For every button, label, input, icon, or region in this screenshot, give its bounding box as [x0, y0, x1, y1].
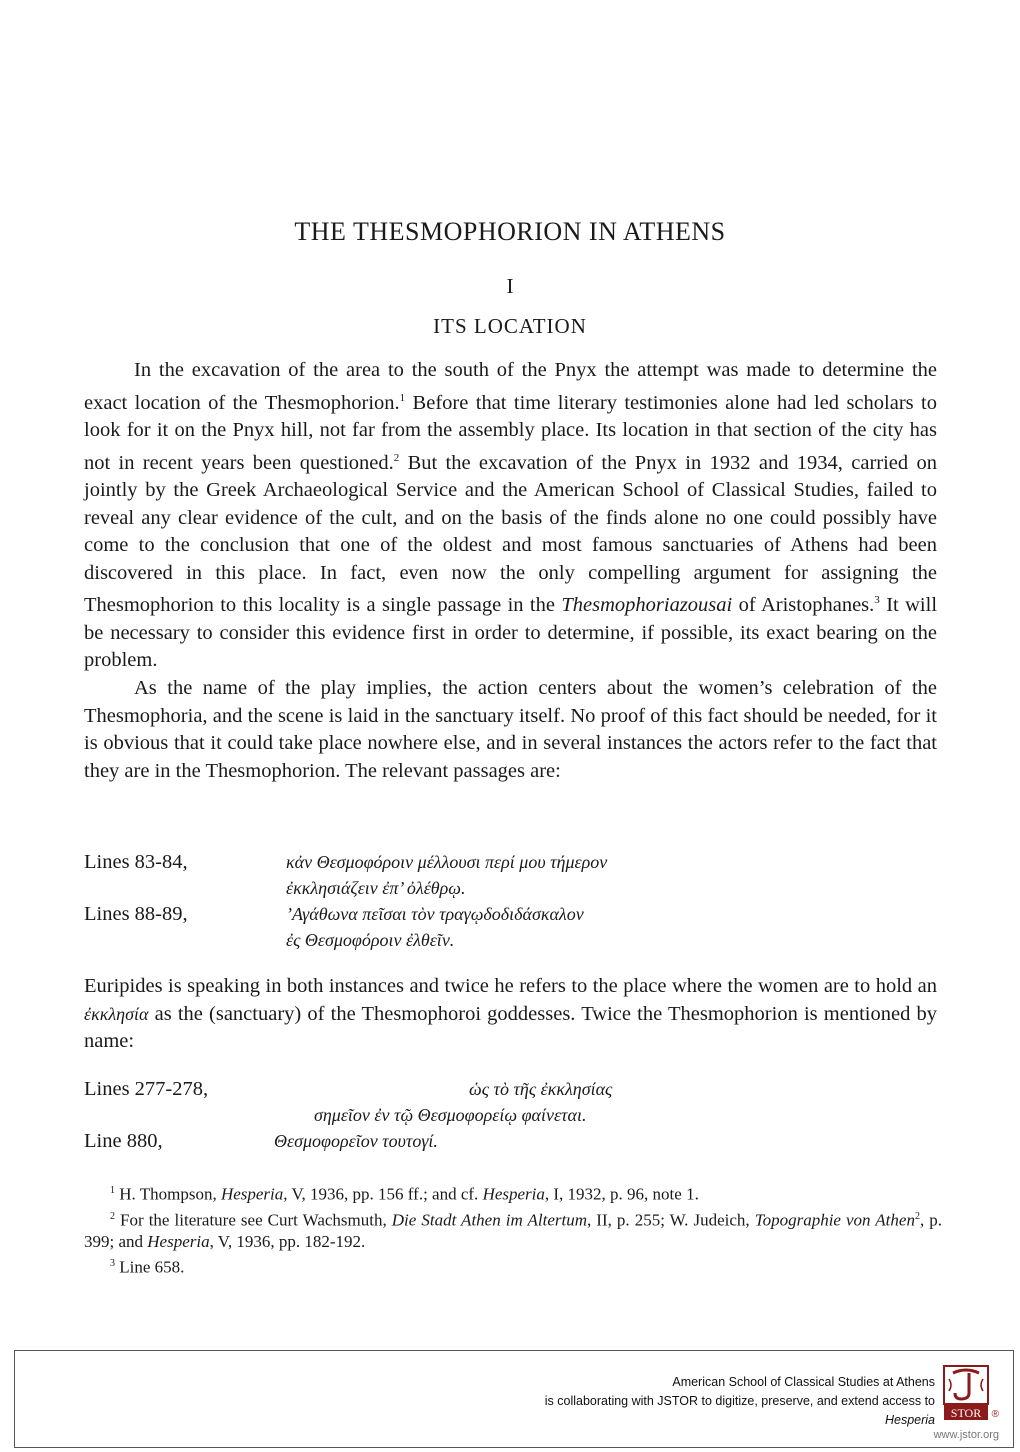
footnote-2 [84, 1206, 942, 1254]
footnote-italic: Hesperia [147, 1232, 210, 1252]
quote-row [84, 1076, 944, 1102]
footnote-ref-2: 2 [393, 451, 400, 464]
footnote-sup: 2 [914, 1210, 920, 1222]
p3-text: Euripides is speaking in both instances and twice he refers to the place where the women are to hold an [84, 975, 937, 997]
p1-text: of Aristophanes. [732, 594, 875, 617]
greek-line: κἀν Θεσμοφόροιν μέλλουσι περί μου τήμερον [286, 852, 608, 872]
footnote-text: , V, 1936, pp. 156 ff.; and cf. [283, 1184, 483, 1204]
footnote-ref-3: 3 [874, 594, 880, 607]
body-text-middle [84, 973, 937, 1056]
greek-line: ἐς Θεσμοφόροιν ἐλθεῖν. [286, 930, 455, 950]
p1-text: It will be necessary to consider this evidence first in order to determine, if possible, its exact bearing on the problem. [84, 594, 938, 672]
section-title: ITS LOCATION [433, 314, 587, 338]
quote-row [84, 1128, 944, 1154]
greek-line: σημεῖον ἐν τῷ Θεσμοφορείῳ φαίνεται. [314, 1105, 587, 1125]
footnote-italic: Hesperia [482, 1184, 545, 1204]
footnote-text: H. Thompson, [115, 1184, 221, 1204]
jstor-url[interactable]: www.jstor.org [933, 1429, 999, 1441]
quote-row [84, 1102, 944, 1128]
footnote-3 [84, 1253, 942, 1279]
footnote-italic: Die Stadt Athen im Altertum [391, 1210, 587, 1230]
section-number: I [506, 274, 514, 298]
footnote-text: For the literature see Curt Wachsmuth, [115, 1210, 392, 1230]
jstor-journal-name[interactable]: Hesperia [884, 1413, 935, 1427]
quote-row [84, 849, 944, 875]
footnote-ref-1: 1 [399, 391, 406, 404]
footnote-number: 2 [110, 1210, 115, 1222]
footnote-italic: Topographie von Athen [754, 1210, 915, 1230]
footnotes [84, 1180, 942, 1279]
footnote-number: 1 [110, 1185, 115, 1196]
paragraph-2: As the name of the play implies, the action centers about the women’s celebration of the Thesmophoria, and the scene is laid in the sanctuary itself. No proof of this fact should be needed, for it is obvious that it could take place nowhere else, and in several instances the actors refer to the fact that they are in the Thesmophorion. The relevant passages are: [84, 677, 937, 782]
jstor-line-1: American School of Classical Studies at Athens [672, 1375, 935, 1389]
jstor-logo-text: STOR [950, 1406, 982, 1420]
quote-row [84, 875, 944, 901]
play-title: Thesmophoriazousai [561, 594, 733, 617]
p1-text: In the excavation of the area to the south of the Pnyx the attempt was made to determine the exact location of the Thesmophorion. [84, 359, 937, 414]
footnote-text: , I, 1932, p. 96, note 1. [544, 1184, 699, 1204]
paragraph-3 [84, 973, 937, 1056]
paragraph-1 [84, 357, 937, 675]
footnote-1 [84, 1180, 942, 1206]
quote-label: Lines 277-278, [84, 1078, 209, 1100]
footnote-text: , II, p. 255; W. Judeich, [587, 1210, 755, 1230]
jstor-line-2: is collaborating with JSTOR to digitize, preserve, and extend access to [544, 1394, 935, 1408]
p3-text: as the (sanctuary) of the Thesmophoroi goddesses. Twice the Thesmophorion is mentioned by name: [84, 1002, 937, 1053]
jstor-journal-link[interactable] [545, 1411, 935, 1430]
jstor-notice [545, 1373, 935, 1430]
quote-block-1 [84, 849, 944, 953]
footnote-number: 3 [110, 1258, 115, 1270]
p1-text: But the excavation of the Pnyx in 1932 and 1934, carried on jointly by the Greek Archaeological Service and the American School of Classical Studies, failed to reveal any clear evidence of the cult, and on the basis of the finds alone no one could possibly have come to the conclusion that one of the oldest and most famous sanctuaries of Athens had been discovered in this place. In fact, even now the only compelling argument for assigning the Thesmophorion to this locality is a single passage in the [84, 451, 937, 617]
quote-label: Lines 88-89, [84, 903, 188, 925]
body-text-top [84, 357, 937, 785]
greek-word: ἐκκλησία [84, 1003, 149, 1024]
jstor-logo-icon[interactable] [943, 1365, 989, 1421]
quote-label: Lines 83-84, [84, 851, 188, 873]
greek-line: ’Αγάθωνα πεῖσαι τὸν τραγῳδοδιδάσκαλον [286, 904, 584, 924]
p1-text: Before that time literary testimonies alone had led scholars to look for it on the Pnyx hill, not far from the assembly place. Its location in that section of the city has not in recent years been questioned. [84, 391, 937, 474]
footnote-italic: Hesperia [220, 1184, 284, 1204]
footnote-text: Line 658. [115, 1257, 185, 1277]
footnote-text: , V, 1936, pp. 182-192. [209, 1232, 366, 1252]
quote-block-2 [84, 1076, 944, 1154]
quote-label: Line 880, [84, 1130, 163, 1152]
article-title: THE THESMOPHORION IN ATHENS [294, 217, 726, 246]
quote-row [84, 901, 944, 927]
quote-row [84, 927, 944, 953]
footnote-text: , p. 399; and [84, 1210, 942, 1252]
greek-line: ἐκκλησιάζειν ἐπ’ ὀλέθρῳ. [286, 878, 466, 898]
registered-icon: ® [991, 1409, 999, 1420]
greek-line: Θεσμοφορεῖον τουτογί. [274, 1131, 438, 1151]
greek-line: ὡς τὸ τῆς ἐκκλησίας [469, 1079, 613, 1099]
jstor-banner [14, 1350, 1014, 1448]
